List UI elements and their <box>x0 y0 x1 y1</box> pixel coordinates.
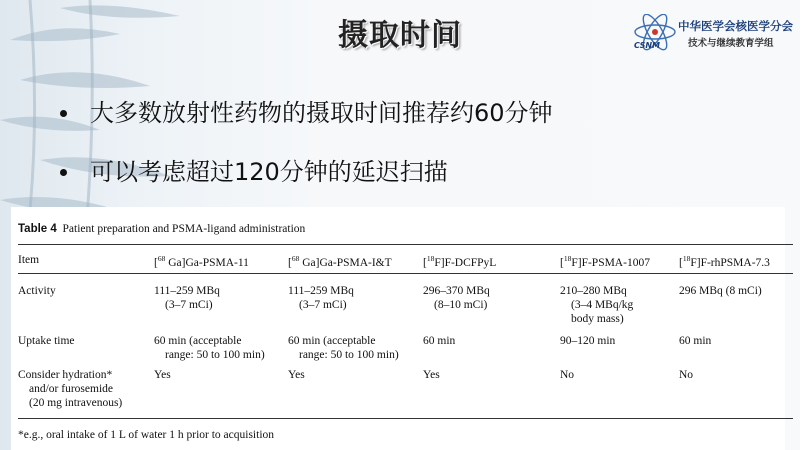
table-header-dcfpyl: [$^{18}$F]F-DCFPyL <box>423 254 497 269</box>
table-cell: 60 min (acceptable range: 50 to 100 min) <box>154 335 265 361</box>
logo-abbr: CSNM <box>634 41 661 50</box>
table-header-ga-psma-it: [$^{68}$ Ga]Ga-PSMA-I&T <box>288 254 392 269</box>
table-cell: 60 min (acceptable range: 50 to 100 min) <box>288 335 399 361</box>
bullet-list <box>60 95 553 213</box>
slide-title: 摄取时间 <box>338 18 462 53</box>
table-cell: Yes <box>154 369 171 381</box>
table-rule-bottom <box>18 418 793 419</box>
table-cell-item: Activity <box>18 285 56 297</box>
table-cell: 60 min <box>679 335 712 347</box>
table-label: Table 4 <box>18 223 57 235</box>
table-cell: 296–370 MBq (8–10 mCi) <box>423 285 490 311</box>
table-footnote: *e.g., oral intake of 1 L of water 1 h prior to acquisition <box>18 429 275 441</box>
table-cell: Yes <box>423 369 440 381</box>
table-rule-header <box>18 273 793 274</box>
csnm-logo <box>632 14 792 54</box>
bullet-dot-icon <box>60 110 67 117</box>
table-cell-item: Uptake time <box>18 335 75 347</box>
table-cell: 296 MBq (8 mCi) <box>679 285 762 297</box>
bullet-text: 可以考虑超过120分钟的延迟扫描 <box>90 158 448 186</box>
table-cell: 90–120 min <box>560 335 616 347</box>
table-cell: 111–259 MBq (3–7 mCi) <box>154 285 220 311</box>
bullet-item <box>60 95 553 131</box>
logo-org-name: 中华医学会核医学分会 <box>678 19 793 33</box>
table-cell: 111–259 MBq (3–7 mCi) <box>288 285 354 311</box>
logo-dept-name: 技术与继续教育学组 <box>688 38 774 49</box>
bullet-item <box>60 154 553 190</box>
table-cell-item: Consider hydration* and/or furosemide (20 mg intravenous) <box>18 369 123 409</box>
bullet-dot-icon <box>60 169 67 176</box>
table-caption <box>18 223 305 235</box>
table-caption-text: Patient preparation and PSMA-ligand administration <box>62 223 306 235</box>
table-header-rhpsma: [$^{18}$F]F-rhPSMA-7.3 <box>679 254 770 269</box>
table-rule-top <box>18 244 793 245</box>
table-cell: 210–280 MBq (3–4 MBq/kg body mass) <box>560 285 634 325</box>
table-header-psma-1007: [$^{18}$F]F-PSMA-1007 <box>560 254 650 269</box>
table-header-ga-psma-11: [$^{68}$ Ga]Ga-PSMA-11 <box>154 254 249 269</box>
psma-table <box>11 207 785 450</box>
table-header-item: Item <box>18 254 40 266</box>
table-cell: No <box>679 369 694 381</box>
bullet-text: 大多数放射性药物的摄取时间推荐约60分钟 <box>90 99 553 127</box>
table-cell: No <box>560 369 575 381</box>
table-cell: 60 min <box>423 335 456 347</box>
table-cell: Yes <box>288 369 305 381</box>
